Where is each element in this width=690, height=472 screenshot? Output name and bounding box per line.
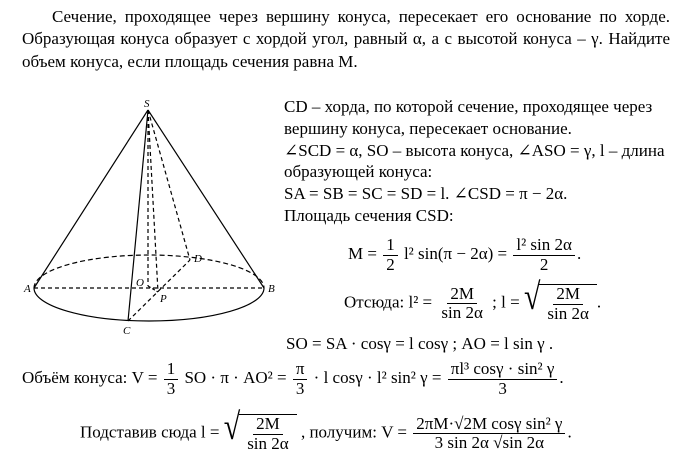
final-lhs: V = [381, 422, 407, 442]
vol-f1-den: 3 [166, 378, 176, 398]
l-sqrt [523, 276, 597, 323]
solution-line-2: ∠SCD = α, SO – высота конуса, ∠ASO = γ, l – длина образующей конуса: [284, 140, 665, 182]
generatrix-sa [34, 110, 148, 288]
label-s: S [144, 98, 150, 110]
hence-label: Отсюда: [344, 292, 405, 312]
label-c: C [123, 325, 131, 336]
vol-f2-num: π [293, 360, 308, 380]
segment-sp [148, 110, 158, 292]
l2-frac [438, 285, 486, 323]
solution-intro [284, 96, 676, 227]
final-den: 3 sin 2α √sin 2α [434, 433, 544, 453]
generatrix-sd [148, 110, 190, 260]
subst-label: Подставив сюда [80, 422, 197, 442]
eq-m-rhs [513, 236, 575, 274]
vol-f3-den: 3 [498, 378, 507, 398]
generatrix-sc [128, 110, 148, 321]
vol-f3-num: πl³ cosγ · sin² γ [448, 360, 558, 380]
chord-cd [128, 260, 190, 321]
subst-frac [244, 415, 292, 453]
l2-num: 2M [447, 285, 477, 305]
vol-f1 [164, 360, 179, 398]
equation-hence: Отсюда: l² = $\frac{2M}{\sin 2\alpha}$ ; l = √ $\frac{2M}{\sin 2\alpha}$ . [344, 284, 601, 323]
equation-m: M = $\frac{1}{2}$ l² sin(π − 2α) = $\frac{\text{l² sin 2α}}{2}$ . [348, 235, 582, 274]
problem-statement: Сечение, проходящее через вершину конуса, пересекает его основание по хорде. Образующая конуса образует с хордой угол, равный α, а с высотой конуса – γ. Найдите объем конуса, если площадь сечения равна M. [22, 7, 670, 71]
label-p: P [160, 293, 167, 305]
sqrt-sign: √ [223, 406, 241, 448]
vol-mid1: SO · π · AO² = [184, 368, 287, 388]
eq-m-rhs-num: l² sin 2α [513, 236, 575, 256]
label-b: B [268, 283, 275, 295]
eq-m-half-den: 2 [386, 254, 395, 274]
eq-m-mid: l² sin(π − 2α) = [403, 244, 508, 264]
vol-lhs: V = [131, 368, 158, 388]
vol-f2 [293, 360, 308, 398]
eq-m-rhs-den: 2 [539, 254, 549, 274]
vol-label: Объём конуса: [22, 368, 128, 388]
label-d: D [194, 253, 202, 265]
subst-den: sin 2α [247, 433, 289, 453]
generatrix-sb [148, 110, 264, 288]
got-label: , получим: [300, 422, 377, 442]
eq-m-lhs: M = [348, 244, 377, 264]
equation-so: SO = SA · cosγ = l cosγ ; AO = l sin γ . [286, 334, 554, 353]
base-back [34, 255, 264, 288]
subst-num: 2M [253, 415, 283, 435]
l-lhs: ; l = [492, 292, 520, 312]
final-frac [413, 415, 565, 453]
eq-m-half-num: 1 [383, 236, 398, 256]
vol-f3 [448, 360, 558, 398]
label-a: A [24, 283, 31, 295]
l2-lhs: l² = [408, 292, 433, 312]
equation-volume: Объём конуса: V = $\frac{1}{3}$ SO · π · AO² = $\frac{\pi}{3}$ · l cosγ · l² sin² γ = $\frac{\text{πl³ cosγ · sin² γ}}{3}$ . [22, 359, 564, 398]
eq-m-half [383, 236, 398, 274]
base-front [34, 288, 264, 321]
subst-sqrt [223, 406, 297, 453]
l-den: sin 2α [547, 303, 589, 323]
l-num: 2M [553, 285, 583, 305]
vol-mid2: · l cosγ · l² sin² γ = [313, 368, 442, 388]
sqrt-sign: √ [523, 276, 541, 318]
vol-f2-den: 3 [295, 378, 305, 398]
vol-f1-num: 1 [164, 360, 179, 380]
label-o: O [136, 277, 144, 289]
equation-final: Подставив сюда l = √ $\frac{2M}{\sin 2\alpha}$ , получим: V = $\frac{\text{2πM·√2M cosγ sin² γ}}{3 \sin 2\alpha √\sin 2\alpha}$ . [80, 414, 572, 453]
solution-line-4: Площадь сечения CSD: [284, 205, 454, 225]
l2-den: sin 2α [441, 303, 483, 323]
segment-op [148, 286, 158, 292]
solution-line-1: CD – хорда, по которой сечение, проходящее через вершину конуса, пересекает основание. [284, 97, 653, 138]
l-frac [544, 285, 592, 323]
cone-figure [22, 96, 284, 336]
solution-line-3: SA = SB = SC = SD = l. ∠CSD = π − 2α. [284, 184, 568, 203]
subst-l: l = [200, 422, 220, 442]
final-num: 2πM·√2M cosγ sin² γ [413, 415, 565, 435]
